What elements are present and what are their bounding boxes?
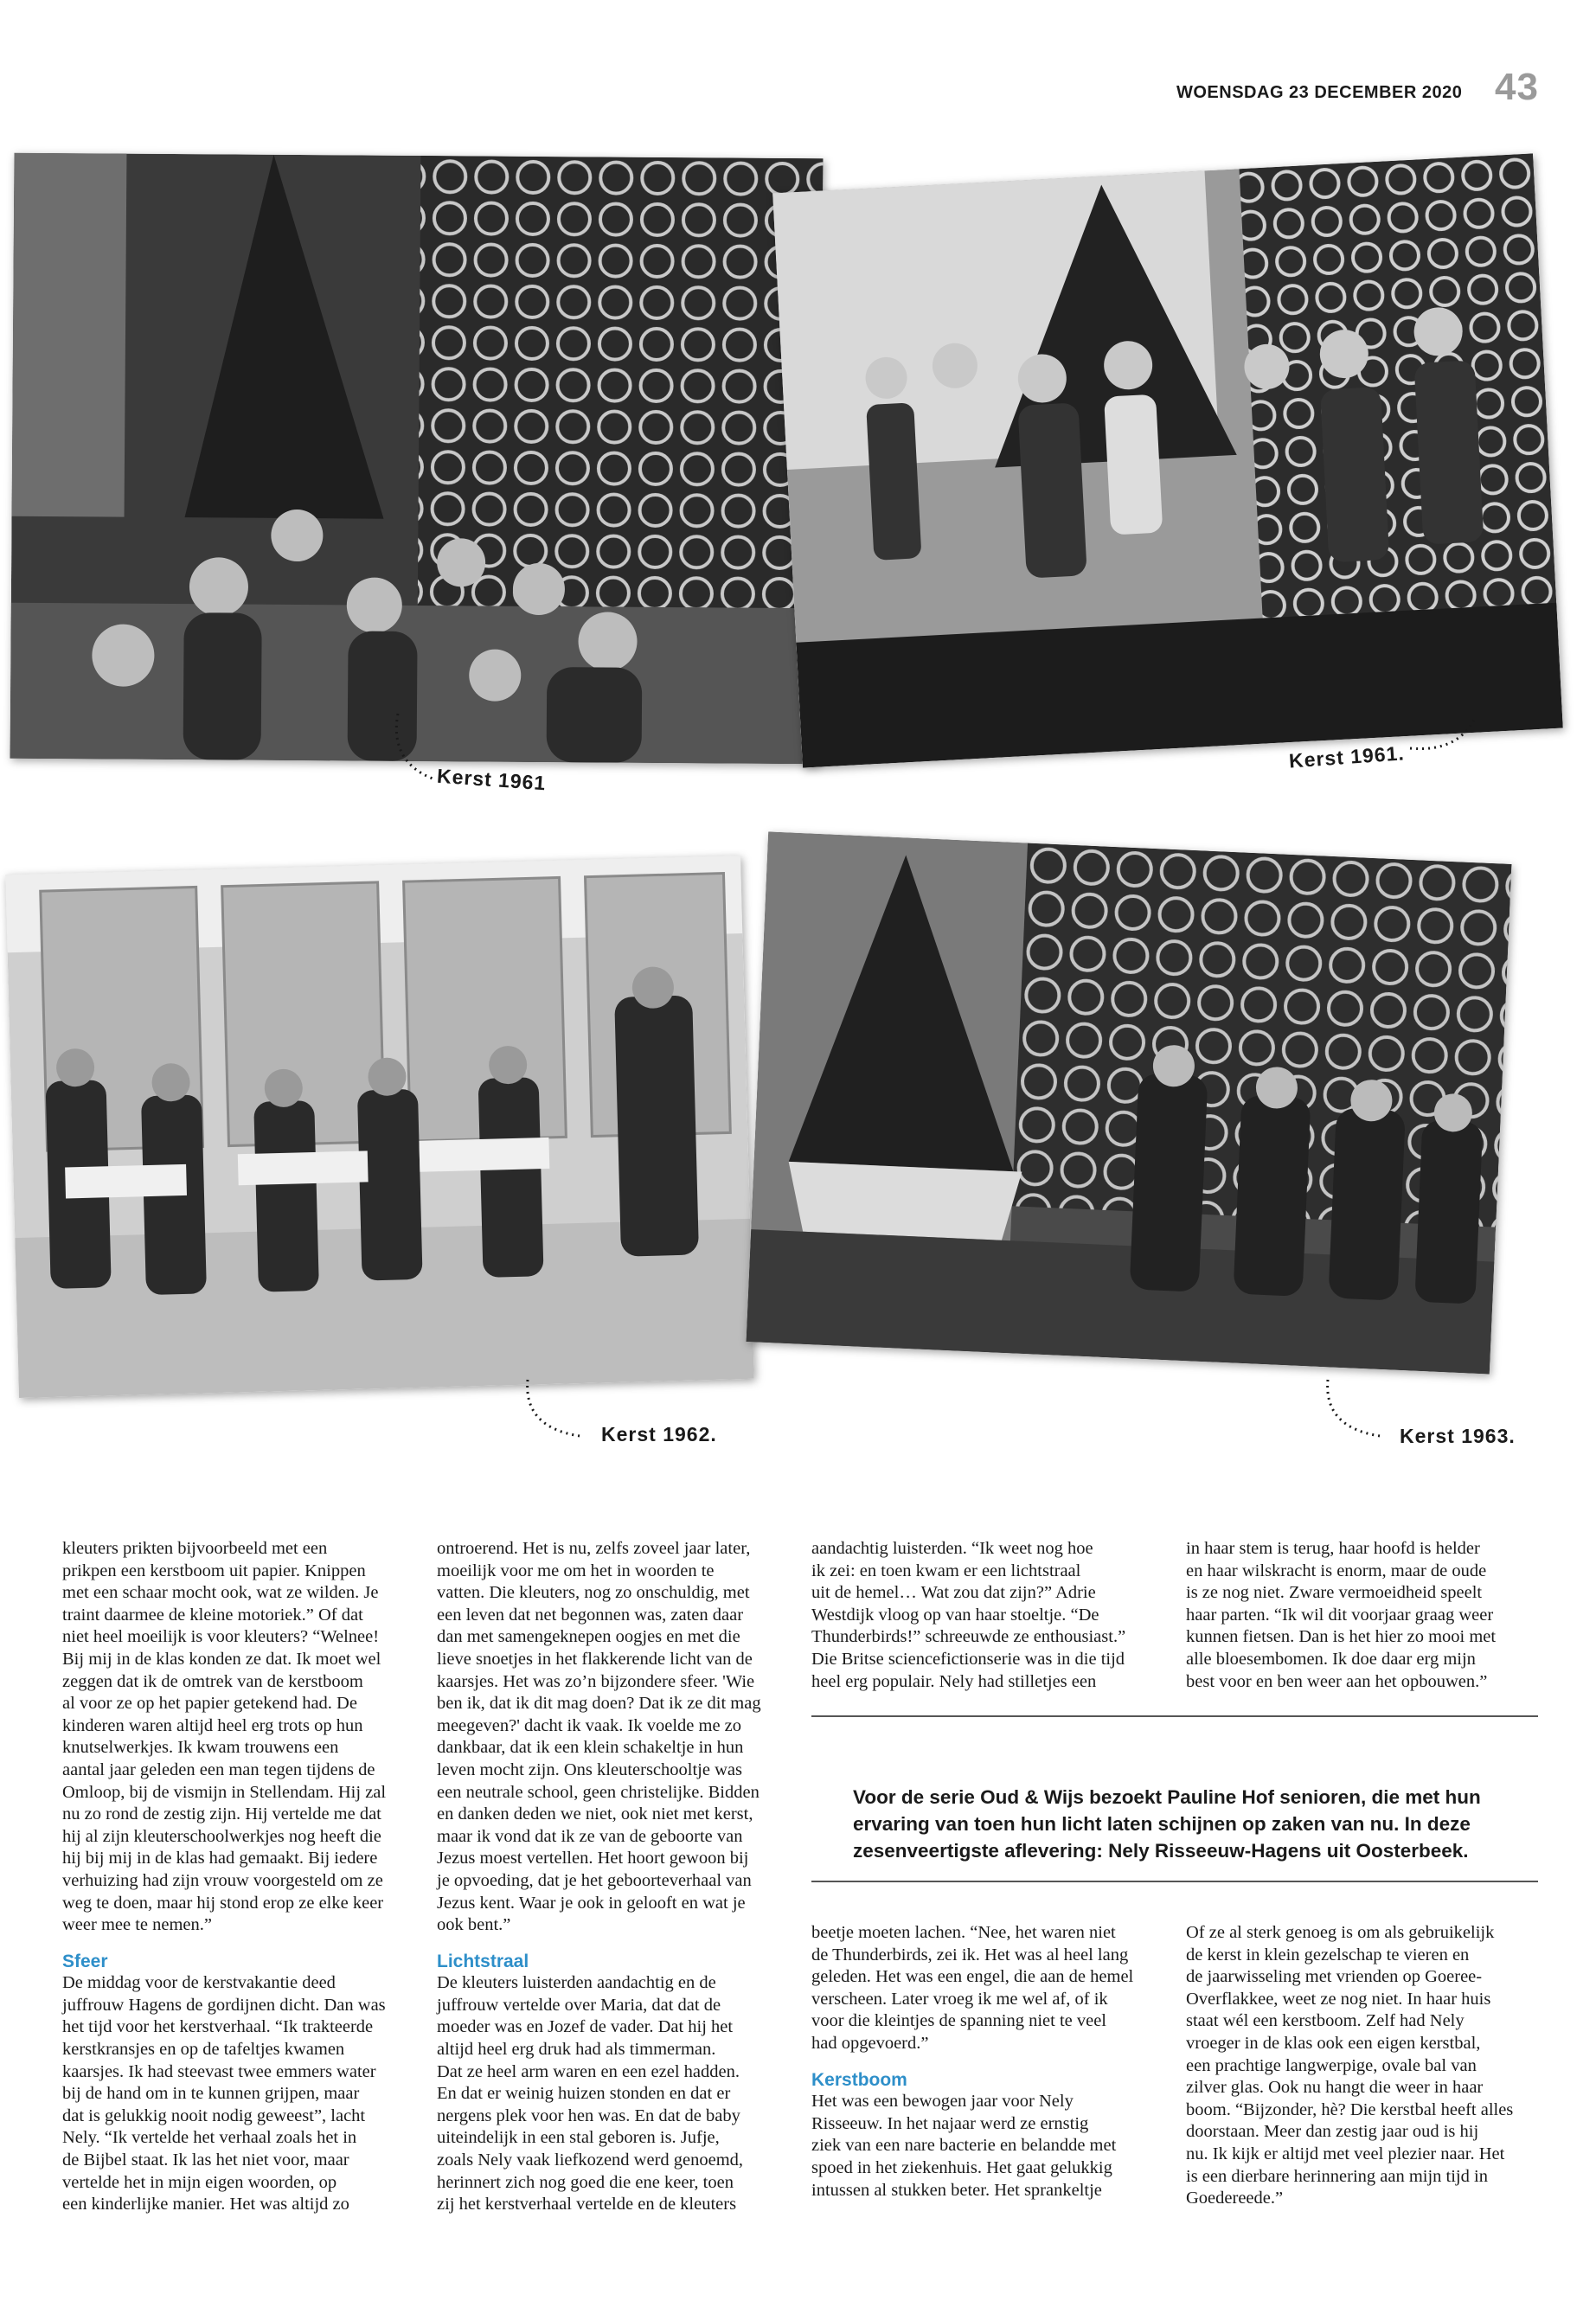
caption-photo-1: Kerst 1961 xyxy=(436,764,548,795)
series-intro: Voor de serie Oud & Wijs bezoekt Pauline Hof senioren, die met hun ervaring van toen hun licht laten schijnen op zaken van nu. In deze zesenveertigste aflevering: Nely Risseeuw-Hagens uit Oosterbeek. xyxy=(853,1786,1481,1862)
intro-rule-top xyxy=(811,1715,1538,1717)
photo-image xyxy=(772,153,1563,767)
photo-kerst-1962-outdoor xyxy=(5,856,754,1398)
caption-pointer-2 xyxy=(1406,714,1484,757)
paragraph: Het was een bewogen jaar voor Nely Risseeuw. In het najaar werd ze ernstig ziek van een nare bacterie en belandde met spoed in het ziekenhuis. Het gaat gelukkig intussen al stukken beter. Het sprankeltje xyxy=(811,2092,1117,2200)
paragraph: ontroerend. Het is nu, zelfs zoveel jaar later, moeilijk voor me om het in woorden te vatten. Die kleuters, nog zo onschuldig, met een leven dat net begonnen was, zaten daar dan met samengeknepen oogjes en met die lieve snoetjes in het flakkerende licht van de kaarsjes. Het was zo’n bijzondere sfeer. 'Wie ben ik, dat ik dit mag doen? Dat ik ze dit mag meegeven?' dacht ik vaak. Ik voelde me zo dankbaar, dat ik een klein schakeltje in hun leven mocht zijn. Ons kleuterschooltje was een neutrale school, geen christelijke. Bidden en danken deden we niet, ook niet met kerst, maar ik vond dat ik ze van de geboorte van Jezus moest vertellen. Het hoort gewoon bij je opvoeding, dat je het geboorteverhaal van Jezus kent. Waar je ook in gelooft en wat je ook bent.” xyxy=(437,1539,761,1935)
intro-rule-bottom xyxy=(811,1881,1538,1882)
paragraph: in haar stem is terug, haar hoofd is helder en haar wilskracht is enorm, maar de oude is ze nog niet. Zware vermoeidheid speelt haar parten. “Ik wil dit voorjaar graag weer kunnen fietsen. Dan is het hier zo mooi met alle bloesembomen. Ik doe daar erg mijn best voor en ben weer aan het opbouwen.” xyxy=(1186,1539,1497,1691)
caption-pointer-1 xyxy=(389,709,441,787)
caption-photo-2: Kerst 1961. xyxy=(1288,741,1406,772)
paragraph: kleuters prikten bijvoorbeeld met een prikpen een kerstboom uit papier. Knippen met een schaar mocht ook, wat ze wilden. Je traint daarmee de kleine motoriek.” Of dat niet heel moeilijk is voor kleuters? “Welnee! Bij mij in de klas konden ze dat. Ik moet wel zeggen dat ik de omtrek van de kerstboom al voor ze op het papier getekend had. De kinderen waren altijd heel erg trots op hun knutselwerkjes. Ik kwam trouwens een aantal jaar geleden een man tegen tijdens de Omloop, bij de vismijn in Stellendam. Hij zal nu zo rond de zestig zijn. Hij vertelde me dat hij al zijn kleuterschoolwerkjes nog heeft die hij bij mij in de klas had gemaakt. Bij iedere verhuizing had zijn vrouw voorgesteld om ze weg te doen, maar hij stond erop ze elke keer weer mee te nemen.” xyxy=(62,1539,387,1935)
article-column-2 xyxy=(437,1538,787,2216)
paragraph: aandachtig luisterden. “Ik weet nog hoe ik zei: en toen kwam er een lichtstraal uit de hemel… Wat zou dat zijn?” Adrie Westdijk vloog op van haar stoeltje. “De Thunderbirds!” schreeuwde ze enthousiast.” Die Britse sciencefictionserie was in die tijd heel erg populair. Nely had stilletjes een xyxy=(811,1539,1126,1691)
photo-kerst-1963-tree xyxy=(747,832,1512,1375)
photo-image xyxy=(10,153,824,765)
page-number: 43 xyxy=(1495,66,1539,108)
article-column-3-bottom xyxy=(811,1922,1162,2202)
article-column-4-bottom xyxy=(1186,1922,1536,2210)
paragraph: beetje moeten lachen. “Nee, het waren niet de Thunderbirds, zei ik. Het was al heel lang geleden. Het was een engel, die aan de hemel verscheen. Later vroeg ik me wel af, of ik voor die kleintjes de spanning niet te veel had opgevoerd.” xyxy=(811,1923,1134,2053)
caption-pointer-4 xyxy=(1319,1375,1388,1445)
photo-kerst-1961-classroom xyxy=(10,153,824,765)
caption-pointer-3 xyxy=(519,1375,588,1445)
header-date: WOENSDAG 23 DECEMBER 2020 xyxy=(1176,83,1463,102)
photo-image xyxy=(747,832,1512,1375)
subheading-kerstboom: Kerstboom xyxy=(811,2069,907,2090)
caption-photo-4: Kerst 1963. xyxy=(1400,1425,1516,1447)
subheading-sfeer: Sfeer xyxy=(62,1951,108,1971)
subheading-lichtstraal: Lichtstraal xyxy=(437,1951,529,1971)
caption-photo-3: Kerst 1962. xyxy=(601,1423,717,1445)
article-column-1 xyxy=(62,1538,413,2216)
photo-image xyxy=(5,856,754,1398)
paragraph: Of ze al sterk genoeg is om als gebruikelijk de kerst in klein gezelschap te vieren en de jaarwisseling met vrienden op Goeree- Overflakkee, weet ze nog niet. In haar huis staat wél een kerstboom. Zelf had Nely vroeger in de klas ook een eigen kerstbal, een prachtige langwerpige, ovale bal van zilver glas. Ook nu hangt die weer in haar boom. “Bijzonder, hè? Die kerstbal heeft alles doorstaan. Meer dan zestig jaar oud is hij nu. Ik kijk er altijd met veel plezier naar. Het is een dierbare herinnering aan mijn tijd in Goedereede.” xyxy=(1186,1923,1514,2208)
paragraph: De middag voor de kerstvakantie deed juffrouw Hagens de gordijnen dicht. Dan was het tijd voor het kerstverhaal. “Ik trakteerde kerstkransjes en op de tafeltjes kwamen kaarsjes. Ik had steevast twee emmers water bij de hand om in te kunnen grijpen, maar dat is gelukkig nooit nodig geweest”, lacht Nely. “Ik vertelde het verhaal zoals het in de Bijbel staat. Ik las het niet voor, maar vertelde het in mijn eigen woorden, op een kinderlijke manier. Het was altijd zo xyxy=(62,1973,386,2214)
photo-kerst-1961-standing xyxy=(772,153,1563,767)
paragraph: De kleuters luisterden aandachtig en de juffrouw vertelde over Maria, dat dat de moeder was en Jozef de vader. Dat hij het altijd heel erg druk had als timmerman. Dat ze heel arm waren en een ezel hadden. En dat er weinig huizen stonden en dat er nergens plek voor hen was. En dat de baby uiteindelijk in een stal geboren is. Jufje, zoals Nely vaak liefkozend werd genoemd, herinnert zich nog goed die ene keer, toen zij het kerstverhaal vertelde en de kleuters xyxy=(437,1973,744,2214)
article-column-3-top xyxy=(811,1538,1162,1693)
article-column-4-top xyxy=(1186,1538,1536,1693)
